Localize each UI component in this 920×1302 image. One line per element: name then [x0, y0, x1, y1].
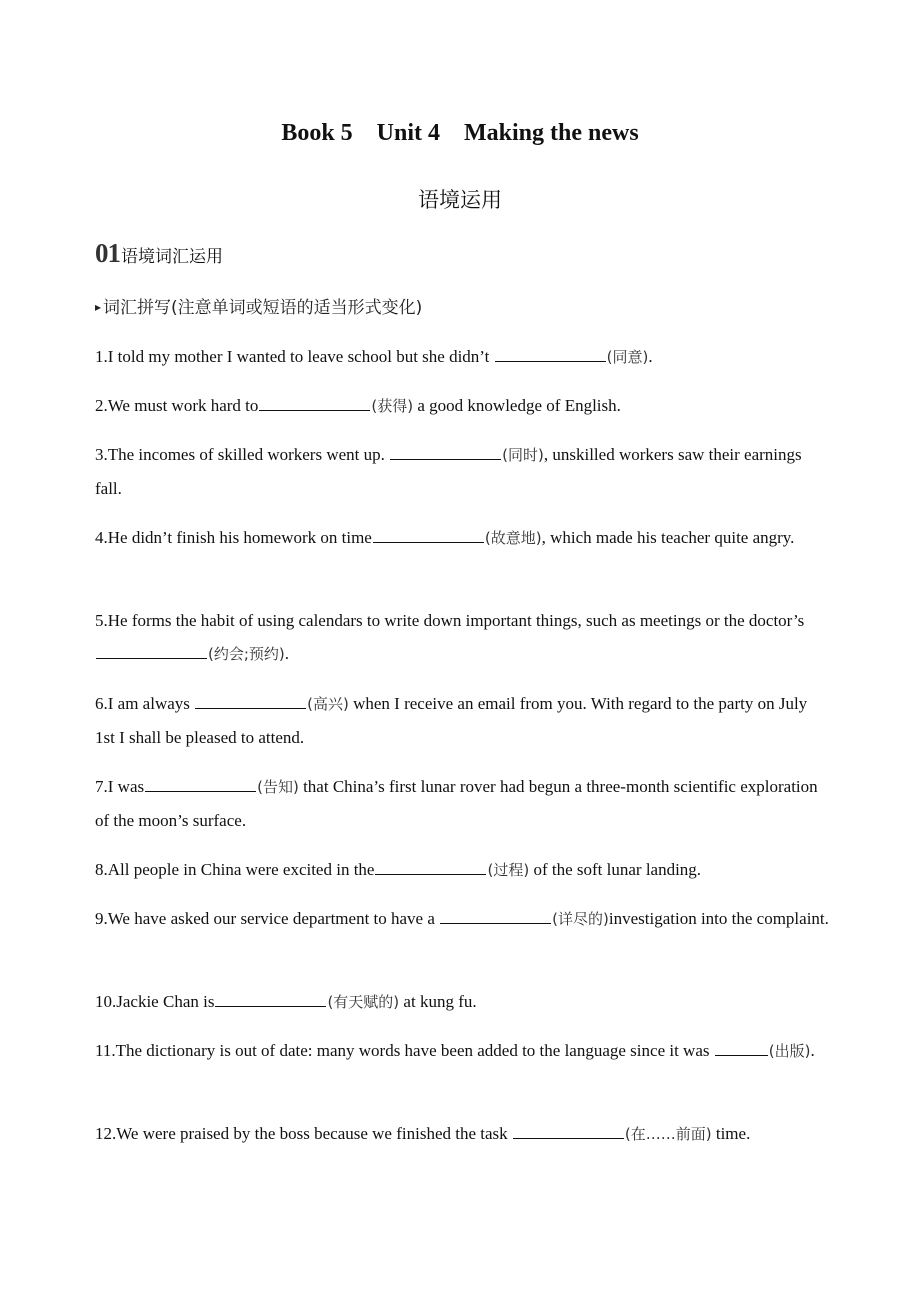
question-item [95, 438, 830, 505]
answer-blank[interactable] [440, 909, 551, 924]
question-text-before: The incomes of skilled workers went up. [107, 445, 390, 464]
question-text-before: We were praised by the boss because we finished the task [116, 1124, 512, 1143]
answer-blank[interactable] [373, 528, 484, 543]
question-hint: (故意地) [484, 529, 542, 547]
question-text-after: time. [711, 1124, 751, 1143]
section-heading [95, 238, 223, 269]
question-number: 11. [95, 1041, 116, 1060]
question-number: 4. [95, 528, 108, 547]
question-hint: (同时) [502, 446, 544, 464]
answer-blank[interactable] [715, 1041, 768, 1056]
question-text-after: . [810, 1041, 815, 1060]
question-number: 12. [95, 1124, 117, 1143]
page-subtitle: 语境运用 [418, 188, 502, 212]
question-hint: (高兴) [307, 695, 349, 713]
question-text-after: investigation into the complaint. [608, 909, 829, 928]
question-item [95, 902, 830, 936]
question-text-after: . [284, 644, 290, 663]
question-number: 5. [95, 611, 108, 630]
question-number: 8. [95, 860, 108, 879]
question-hint: (详尽的) [552, 910, 609, 928]
section-number: 01 [95, 238, 120, 268]
question-text-before: He forms the habit of using calendars to write down important things, such as meetings or the doctor’s [107, 611, 805, 630]
question-hint: (获得) [371, 397, 414, 415]
question-hint: (出版) [768, 1042, 811, 1060]
question-text-after: . [648, 347, 653, 366]
instruction-text: 词汇拼写(注意单词或短语的适当形式变化) [103, 298, 423, 318]
question-text-before: All people in China were excited in the [107, 860, 375, 879]
question-item [95, 1117, 830, 1151]
question-text-before: We have asked our service department to have a [107, 909, 440, 928]
question-number: 7. [95, 777, 108, 796]
question-number: 3. [95, 445, 108, 464]
question-text-after: of the soft lunar landing. [529, 860, 702, 879]
question-item [95, 340, 830, 374]
question-text-after: a good knowledge of English. [413, 396, 621, 415]
question-text-before: We must work hard to [107, 396, 259, 415]
question-hint: (同意) [606, 348, 649, 366]
triangle-bullet-icon: ▸ [95, 300, 102, 314]
question-text-after: when I receive an email from you. With regard to the party on July 1st I shall be pleased to attend. [95, 694, 808, 747]
question-text-before: I am always [107, 694, 195, 713]
answer-blank[interactable] [96, 644, 207, 659]
answer-blank[interactable] [495, 347, 606, 362]
question-text-after: at kung fu. [399, 992, 477, 1011]
answer-blank[interactable] [215, 992, 326, 1007]
question-number: 9. [95, 909, 108, 928]
question-item [95, 985, 830, 1019]
question-number: 10. [95, 992, 117, 1011]
section-label: 语境词汇运用 [121, 247, 223, 267]
question-text-before: I was [107, 777, 145, 796]
question-text-after: that China’s first lunar rover had begun a three-month scientific exploration of the moon’s surface. [95, 777, 818, 830]
question-number: 1. [95, 347, 108, 366]
question-item [95, 853, 830, 887]
question-text-before: Jackie Chan is [116, 992, 215, 1011]
question-item [95, 389, 830, 423]
question-hint: (过程) [487, 861, 530, 879]
question-item [95, 604, 830, 671]
question-text-after: , which made his teacher quite angry. [541, 528, 795, 547]
question-item [95, 770, 830, 837]
answer-blank[interactable] [375, 860, 486, 875]
page-title: Book 5 Unit 4 Making the news [281, 120, 639, 146]
answer-blank[interactable] [259, 396, 370, 411]
question-item [95, 687, 830, 754]
question-item [95, 1034, 830, 1068]
question-text-before: The dictionary is out of date: many words have been added to the language since it was [115, 1041, 714, 1060]
question-text-after: , unskilled workers saw their earnings fall. [95, 445, 802, 498]
question-item [95, 521, 830, 555]
question-hint: (约会;预约) [208, 645, 285, 663]
question-number: 6. [95, 694, 108, 713]
question-text-before: I told my mother I wanted to leave school but she didn’t [107, 347, 494, 366]
question-hint: (有天赋的) [327, 993, 400, 1011]
instruction [95, 293, 422, 318]
answer-blank[interactable] [513, 1124, 624, 1139]
answer-blank[interactable] [145, 777, 256, 792]
answer-blank[interactable] [195, 694, 306, 709]
question-text-before: He didn’t finish his homework on time [107, 528, 372, 547]
question-hint: (告知) [257, 778, 299, 796]
answer-blank[interactable] [390, 445, 501, 460]
question-hint: (在……前面) [624, 1125, 712, 1143]
question-number: 2. [95, 396, 108, 415]
